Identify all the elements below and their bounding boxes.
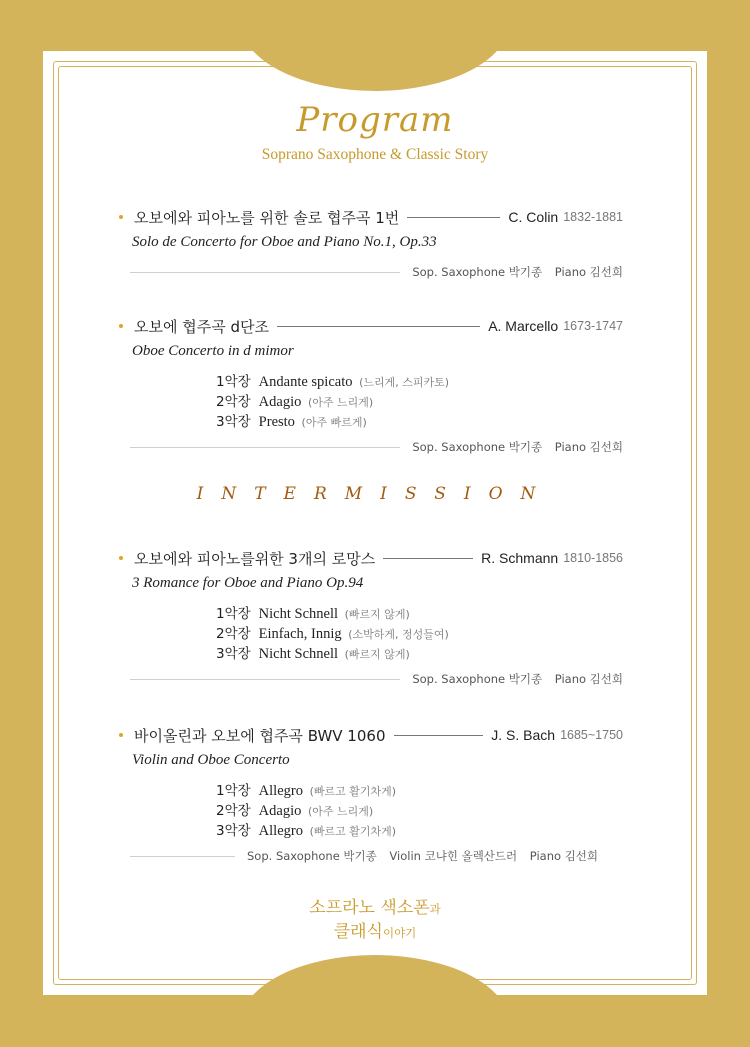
composer-years: 1685~1750 xyxy=(560,728,623,742)
piece-title-ko: 바이올린과 오보에 협주곡 BWV 1060 xyxy=(134,726,386,745)
title-leader-line xyxy=(277,326,480,327)
footer-line1-small: 과 xyxy=(429,902,441,916)
composer: C. Colin xyxy=(508,209,559,225)
bullet-icon xyxy=(119,215,123,219)
piece-title-ko: 오보에 협주곡 d단조 xyxy=(134,317,269,336)
movement-item xyxy=(216,644,623,664)
bullet-icon xyxy=(119,324,123,328)
movement-item xyxy=(216,821,623,841)
composer-years: 1832-1881 xyxy=(563,210,623,224)
movements-list xyxy=(216,372,623,432)
movement-name: Allegro xyxy=(258,823,303,839)
performers-row xyxy=(130,437,623,457)
movement-item xyxy=(216,372,623,392)
composer-years: 1673-1747 xyxy=(563,319,623,333)
movement-item xyxy=(216,392,623,412)
movement-item xyxy=(216,624,623,644)
footer-title-line-1 xyxy=(0,893,750,918)
movement-note: (빠르고 활기차게) xyxy=(309,825,397,838)
movement-name: Nicht Schnell xyxy=(258,646,339,662)
movement-note: (느리게, 스피카토) xyxy=(359,376,450,389)
movement-item xyxy=(216,412,623,432)
composer: A. Marcello xyxy=(488,318,559,334)
movement-number: 3악장 xyxy=(216,823,251,839)
piece-4 xyxy=(113,722,623,866)
movement-name: Nicht Schnell xyxy=(258,606,339,622)
title-leader-line xyxy=(383,558,473,559)
piece-title-ko: 오보에와 피아노를 위한 솔로 협주곡 1번 xyxy=(134,208,400,227)
movement-number: 2악장 xyxy=(216,803,251,819)
movement-note: (빠르지 않게) xyxy=(344,608,410,621)
movement-name: Einfach, Innig xyxy=(258,626,342,642)
title-leader-line xyxy=(407,217,500,218)
movement-name: Andante spicato xyxy=(258,374,353,390)
piece-title-en: 3 Romance for Oboe and Piano Op.94 xyxy=(132,575,364,591)
footer-line1-main: 소프라노 색소폰 xyxy=(309,898,430,918)
piece-title-ko: 오보에와 피아노를위한 3개의 로망스 xyxy=(134,549,376,568)
performers-row xyxy=(130,669,623,689)
program-title: Program xyxy=(296,100,454,140)
piece-title-en: Solo de Concerto for Oboe and Piano No.1, Op.33 xyxy=(132,234,437,250)
movement-name: Allegro xyxy=(258,783,303,799)
intermission-heading: INTERMISSION xyxy=(196,484,554,504)
title-leader-line xyxy=(394,735,484,736)
footer-line2-main: 클래식 xyxy=(333,922,383,942)
movements-list xyxy=(216,781,623,841)
performer: Sop. Saxophone 박기종 xyxy=(247,849,377,863)
movement-note: (아주 느리게) xyxy=(307,805,374,818)
movement-number: 1악장 xyxy=(216,374,251,390)
program-subtitle: Soprano Saxophone & Classic Story xyxy=(261,146,489,163)
movements-list xyxy=(216,604,623,664)
performer: Piano 김선희 xyxy=(554,440,623,454)
performer: Sop. Saxophone 박기종 xyxy=(412,672,543,686)
bullet-icon xyxy=(119,556,123,560)
movement-name: Adagio xyxy=(258,394,302,410)
movement-note: (아주 빠르게) xyxy=(301,416,367,429)
movement-item xyxy=(216,801,623,821)
movement-note: (빠르지 않게) xyxy=(344,648,410,661)
movement-number: 1악장 xyxy=(216,606,251,622)
movement-item xyxy=(216,604,623,624)
piece-title-en: Violin and Oboe Concerto xyxy=(132,752,290,768)
piece-title-en: Oboe Concerto in d mimor xyxy=(132,343,294,359)
performers-divider xyxy=(130,272,400,273)
performers-row xyxy=(130,846,623,866)
movement-item xyxy=(216,781,623,801)
performer: Sop. Saxophone 박기종 xyxy=(412,440,543,454)
composer: R. Schmann xyxy=(481,550,559,566)
piece-2 xyxy=(113,313,623,457)
performers-divider xyxy=(130,447,400,448)
movement-note: (아주 느리게) xyxy=(307,396,374,409)
footer-title-line-2 xyxy=(0,917,750,942)
performer: Sop. Saxophone 박기종 xyxy=(412,265,543,279)
bullet-icon xyxy=(119,733,123,737)
movement-note: (소박하게, 정성들여) xyxy=(348,628,449,641)
movement-note: (빠르고 활기차게) xyxy=(309,785,397,798)
movement-name: Adagio xyxy=(258,803,302,819)
movement-number: 2악장 xyxy=(216,394,251,410)
performer: Piano 김선희 xyxy=(529,849,599,863)
movement-number: 3악장 xyxy=(216,646,251,662)
movement-name: Presto xyxy=(258,414,295,430)
movement-number: 1악장 xyxy=(216,783,251,799)
performers-divider xyxy=(130,856,235,857)
performer: Piano 김선희 xyxy=(554,672,623,686)
performer: Piano 김선희 xyxy=(554,265,623,279)
footer-line2-small: 이야기 xyxy=(382,926,417,940)
composer: J. S. Bach xyxy=(491,727,556,743)
piece-3 xyxy=(113,545,623,689)
composer-years: 1810-1856 xyxy=(563,551,623,565)
performers-divider xyxy=(130,679,400,680)
movement-number: 3악장 xyxy=(216,414,251,430)
performers-row xyxy=(130,262,623,282)
movement-number: 2악장 xyxy=(216,626,251,642)
piece-1 xyxy=(113,204,623,282)
performer: Violin 코냐힌 올렉산드러 xyxy=(389,849,518,863)
